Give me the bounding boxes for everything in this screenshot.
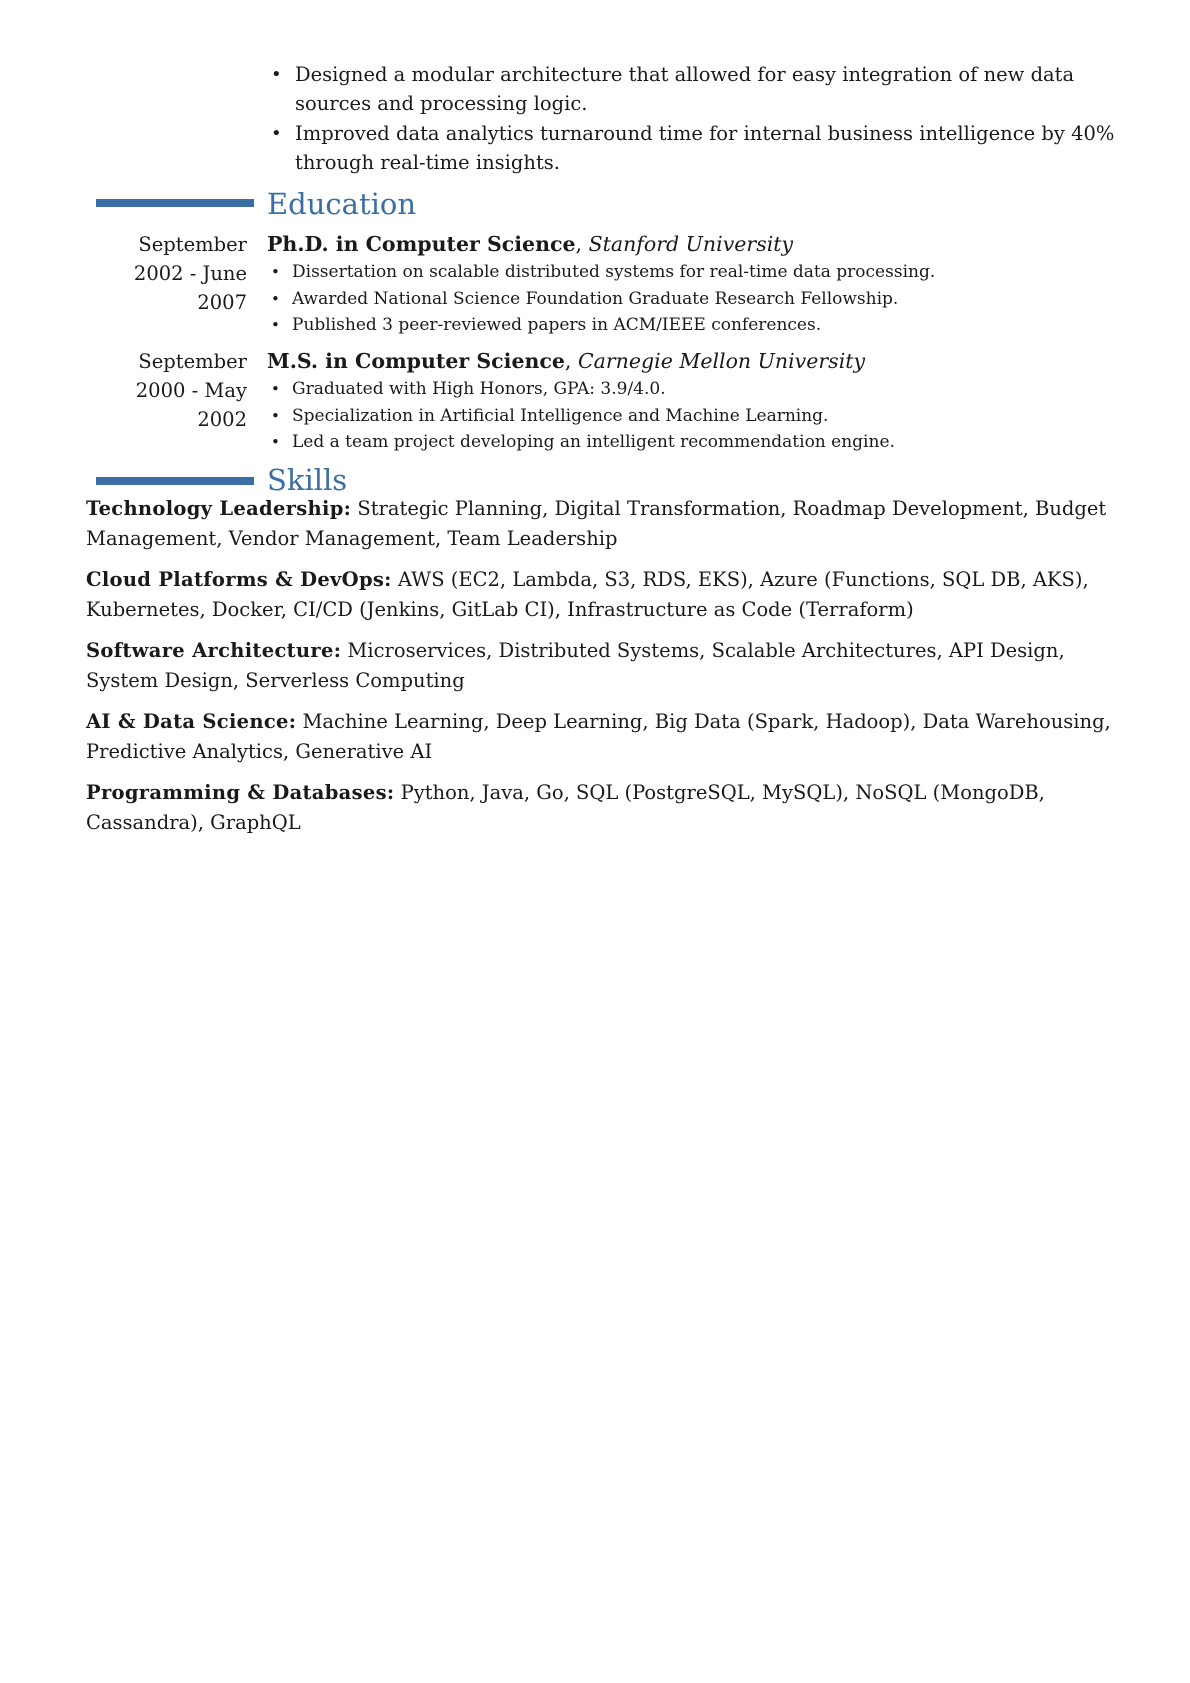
education-bullet-list	[267, 376, 1147, 456]
skill-label: Software Architecture:	[86, 639, 342, 662]
education-bullet: • Led a team project developing an intelligent recommendation engine.	[267, 429, 1147, 456]
education-bullet: • Awarded National Science Foundation Graduate Research Fellowship.	[267, 286, 1147, 313]
education-bullet: • Dissertation on scalable distributed systems for real-time data processing.	[267, 259, 1147, 286]
skill-label: AI & Data Science:	[86, 710, 297, 733]
education-date: September 2000 - May 2002	[135, 350, 247, 431]
skill-text: Python, Java, Go, SQL (PostgreSQL, MySQL), NoSQL (MongoDB, Cassandra), GraphQL	[86, 781, 1045, 834]
skill-item	[86, 565, 1116, 624]
skill-item	[86, 494, 1116, 553]
education-bullet-list	[267, 259, 1147, 339]
skill-text: AWS (EC2, Lambda, S3, RDS, EKS), Azure (Functions, SQL DB, AKS), Kubernetes, Docker, CI/CD (Jenkins, GitLab CI), Infrastructure as Code (Terraform)	[86, 568, 1089, 621]
skill-label: Programming & Databases:	[86, 781, 395, 804]
education-school: Stanford University	[588, 232, 794, 256]
skill-label: Cloud Platforms & DevOps:	[86, 568, 392, 591]
skill-text: Machine Learning, Deep Learning, Big Data (Spark, Hadoop), Data Warehousing, Predictive Analytics, Generative AI	[86, 710, 1111, 763]
education-school: Carnegie Mellon University	[577, 349, 866, 373]
experience-continuation-list	[267, 60, 1117, 178]
skill-item	[86, 636, 1116, 695]
education-body	[267, 230, 1147, 339]
section-accent-rule	[96, 477, 254, 485]
experience-bullet: • Improved data analytics turnaround time for internal business intelligence by 40% through real-time insights.	[267, 119, 1117, 177]
education-degree: M.S. in Computer Science	[267, 349, 565, 373]
education-bullet: • Specialization in Artificial Intelligence and Machine Learning.	[267, 403, 1147, 430]
education-date: September 2002 - June 2007	[133, 233, 247, 314]
skill-item	[86, 707, 1116, 766]
education-section-header	[0, 186, 1190, 226]
section-accent-rule	[96, 199, 254, 207]
skill-item	[86, 778, 1116, 837]
skills-list	[86, 494, 1116, 849]
education-body	[267, 347, 1147, 456]
education-separator: ,	[575, 232, 589, 256]
education-title-line	[267, 230, 1147, 259]
education-bullet: • Published 3 peer-reviewed papers in ACM/IEEE conferences.	[267, 312, 1147, 339]
skill-text: Microservices, Distributed Systems, Scalable Architectures, API Design, System Design, Serverless Computing	[86, 639, 1065, 692]
education-degree: Ph.D. in Computer Science	[267, 232, 576, 256]
skill-label: Technology Leadership:	[86, 497, 352, 520]
education-bullet: • Graduated with High Honors, GPA: 3.9/4.0.	[267, 376, 1147, 403]
section-title-education: Education	[267, 187, 417, 221]
education-title-line	[267, 347, 1147, 376]
section-title-skills: Skills	[267, 463, 348, 497]
experience-bullet: • Designed a modular architecture that allowed for easy integration of new data sources and processing logic.	[267, 60, 1117, 118]
education-separator: ,	[564, 349, 578, 373]
skill-text: Strategic Planning, Digital Transformation, Roadmap Development, Budget Management, Vendor Management, Team Leadership	[86, 497, 1107, 550]
